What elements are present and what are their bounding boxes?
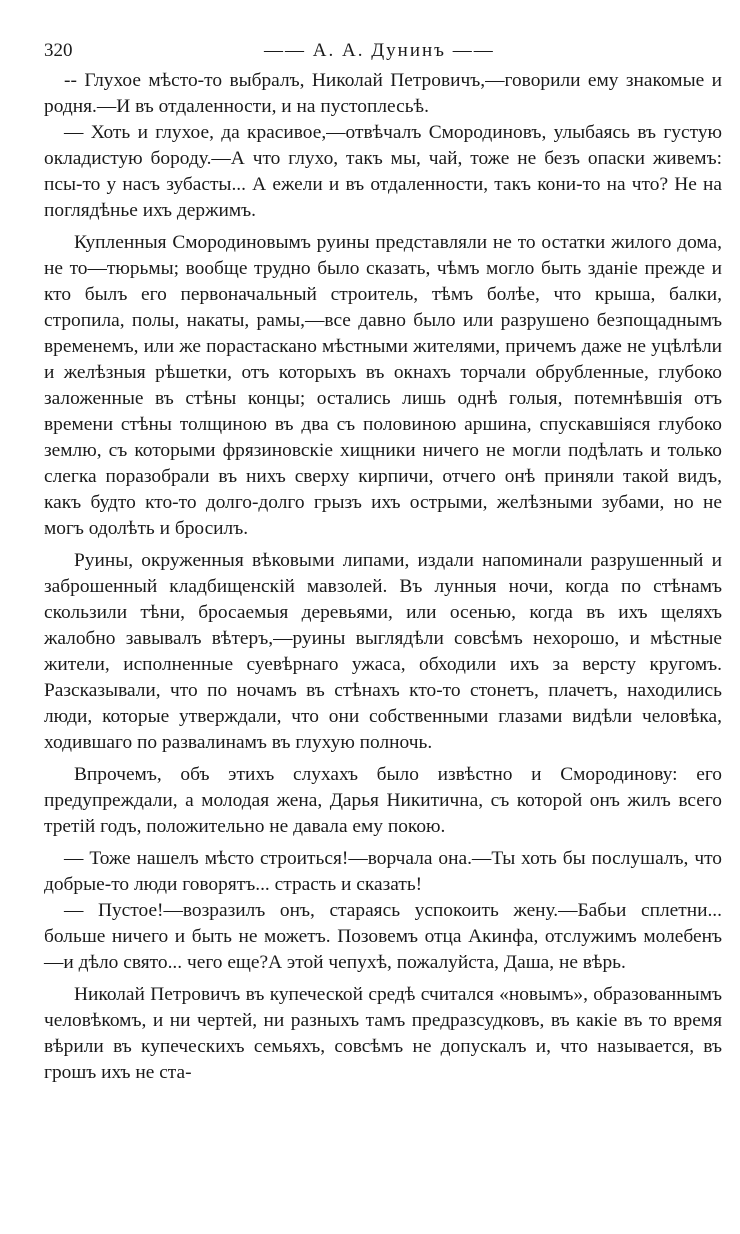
paragraph: — Пустое!—возразилъ онъ, стараясь успокоить жену.—Бабьи сплетни... больше ничего и быть не можетъ. Позовемъ отца Акинфа, отслужимъ молебенъ—и дѣло свято... чего еще?А этой чепухѣ, пожалуйста, Даша, не вѣрь.	[44, 900, 722, 973]
paragraph: — Тоже нашелъ мѣсто строиться!—ворчала она.—Ты хоть бы послушалъ, что добрые-то люди говорятъ... страсть и сказать!	[44, 848, 722, 895]
paragraph: Руины, окруженныя вѣковыми липами, издали напоминали разрушенный и заброшенный кладбищенскій мавзолей. Въ лунныя ночи, когда по стѣнамъ скользили тѣни, бросаемыя деревьями, или осенью, когда въ ихъ щеляхъ жалобно завывалъ вѣтеръ,—руины выглядѣли совсѣмъ нехорошо, и мѣстные жители, исполненные суевѣрнаго ужаса, обходили ихъ за версту кругомъ. Разсказывали, что по ночамъ въ стѣнахъ кто-то стонетъ, плачетъ, находились люди, которые утверждали, что они собственными глазами видѣли человѣка, ходившаго по развалинамъ въ глухую полночь.	[44, 550, 722, 753]
paragraph: Купленныя Смородиновымъ руины представляли не то остатки жилого дома, не то—тюрьмы; вообще трудно было сказать, чѣмъ могло быть зданіе прежде и кто былъ его первоначальный строитель, тѣмъ болѣе, что крыша, балки, стропила, полы, накаты, рамы,—все давно было или разрушено безпощаднымъ временемъ, или же порастаскано мѣстными жителями, причемъ даже не уцѣлѣли и желѣзныя рѣшетки, отъ которыхъ въ окнахъ торчали обрубленные, глубоко заложенные въ стѣны концы; остались лишь однѣ голыя, потемнѣвшія отъ времени стѣны толщиною въ два съ половиною аршина, спускавшіяся глубоко землю, съ которыми фрязиновскіе хищники ничего не могли подѣлать и только слегка поразобрали въ нихъ сверху кирпичи, отчего онѣ приняли такой видъ, какъ будто кто-то долго-долго грызъ ихъ острыми, желѣзными зубами, но не могъ одолѣть и бросилъ.	[44, 232, 722, 539]
book-page	[44, 34, 722, 1086]
paragraph: — Хоть и глухое, да красивое,—отвѣчалъ Смородиновъ, улыбаясь въ густую окладистую бороду.—А что глухо, такъ мы, чай, тоже не безъ опаски живемъ: псы-то у насъ зубасты... А ежели и въ отдаленности, такъ кони-то на что? Не на поглядѣнье ихъ держимъ.	[44, 122, 722, 221]
page-number: 320	[44, 40, 73, 61]
paragraph: -- Глухое мѣсто-то выбралъ, Николай Петровичъ,—говорили ему знакомые и родня.—И въ отдаленности, и на пустоплесьѣ.	[44, 70, 722, 117]
paragraph: Николай Петровичъ въ купеческой средѣ считался «новымъ», образованнымъ человѣкомъ, и ни чертей, ни разныхъ тамъ предразсудковъ, въ какіе въ то время вѣрили въ купеческихъ семьяхъ, совсѣмъ не допускалъ и, что называется, въ грошъ ихъ не ста-	[44, 984, 722, 1083]
running-head	[44, 34, 722, 68]
running-title: —— А. А. Дунинъ ——	[264, 40, 495, 61]
paragraph: Впрочемъ, объ этихъ слухахъ было извѣстно и Смородинову: его предупреждали, а молодая жена, Дарья Никитична, съ которой онъ жилъ всего третій годъ, положительно не давала ему покою.	[44, 764, 722, 837]
body-text	[44, 68, 722, 1086]
